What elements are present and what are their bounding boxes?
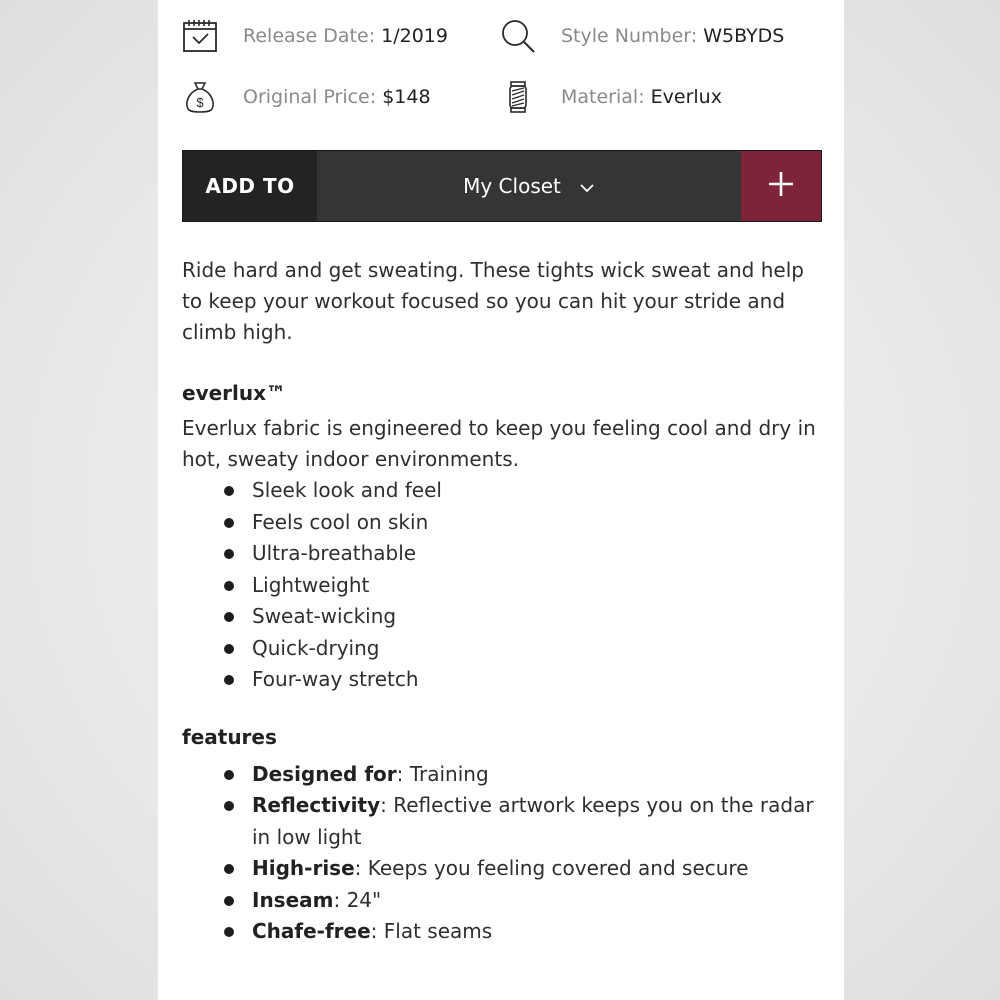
product-details-content: [182, 0, 822, 943]
add-to-closet-bar: [182, 150, 822, 222]
style-number-value: W5BYDS: [703, 25, 785, 47]
list-item: Sweat-wicking: [222, 601, 822, 633]
feature-item: Chafe-free: Flat seams: [222, 916, 822, 948]
material: [500, 77, 722, 117]
closet-dropdown-value: My Closet: [463, 174, 561, 198]
everlux-title: everlux™: [182, 381, 287, 405]
feature-item: High-rise: Keeps you feeling covered and secure: [222, 853, 822, 885]
svg-text:$: $: [196, 95, 204, 110]
product-description-block: [182, 255, 822, 948]
closet-dropdown[interactable]: [317, 151, 741, 221]
product-details-panel: [158, 0, 844, 1000]
release-date-label: Release Date:: [243, 25, 376, 47]
plus-icon: [767, 170, 795, 202]
search-icon: [500, 18, 536, 54]
add-to-closet-button[interactable]: [741, 151, 821, 221]
original-price-label: Original Price:: [243, 86, 377, 108]
material-label: Material:: [561, 86, 645, 108]
style-number: [500, 16, 784, 56]
everlux-description: Everlux fabric is engineered to keep you feeling cool and dry in hot, sweaty indoor environments.: [182, 416, 816, 471]
product-description: Ride hard and get sweating. These tights wick sweat and help to keep your workout focused so you can hit your stride and climb high.: [182, 258, 804, 344]
original-price: [182, 77, 431, 117]
add-to-label: ADD TO: [183, 151, 317, 221]
feature-item: Inseam: 24": [222, 885, 822, 917]
list-item: Feels cool on skin: [222, 507, 822, 539]
product-meta: [182, 0, 822, 150]
list-item: Ultra-breathable: [222, 538, 822, 570]
release-date: [182, 16, 448, 56]
material-value: Everlux: [650, 86, 722, 108]
list-item: Sleek look and feel: [222, 475, 822, 507]
money-bag-icon: [182, 79, 218, 115]
feature-item: Designed for: Training: [222, 759, 822, 791]
everlux-bullets: [182, 475, 822, 696]
features-list: [182, 759, 822, 948]
fabric-spool-icon: [500, 79, 536, 115]
style-number-label: Style Number:: [561, 25, 698, 47]
calendar-icon: [182, 18, 218, 54]
feature-item: Reflectivity: Reflective artwork keeps you on the radar in low light: [222, 790, 822, 853]
chevron-down-icon: [579, 174, 595, 198]
list-item: Lightweight: [222, 570, 822, 602]
features-title: features: [182, 724, 277, 749]
list-item: Four-way stretch: [222, 664, 822, 696]
original-price-value: $148: [382, 86, 431, 108]
release-date-value: 1/2019: [381, 25, 448, 47]
list-item: Quick-drying: [222, 633, 822, 665]
